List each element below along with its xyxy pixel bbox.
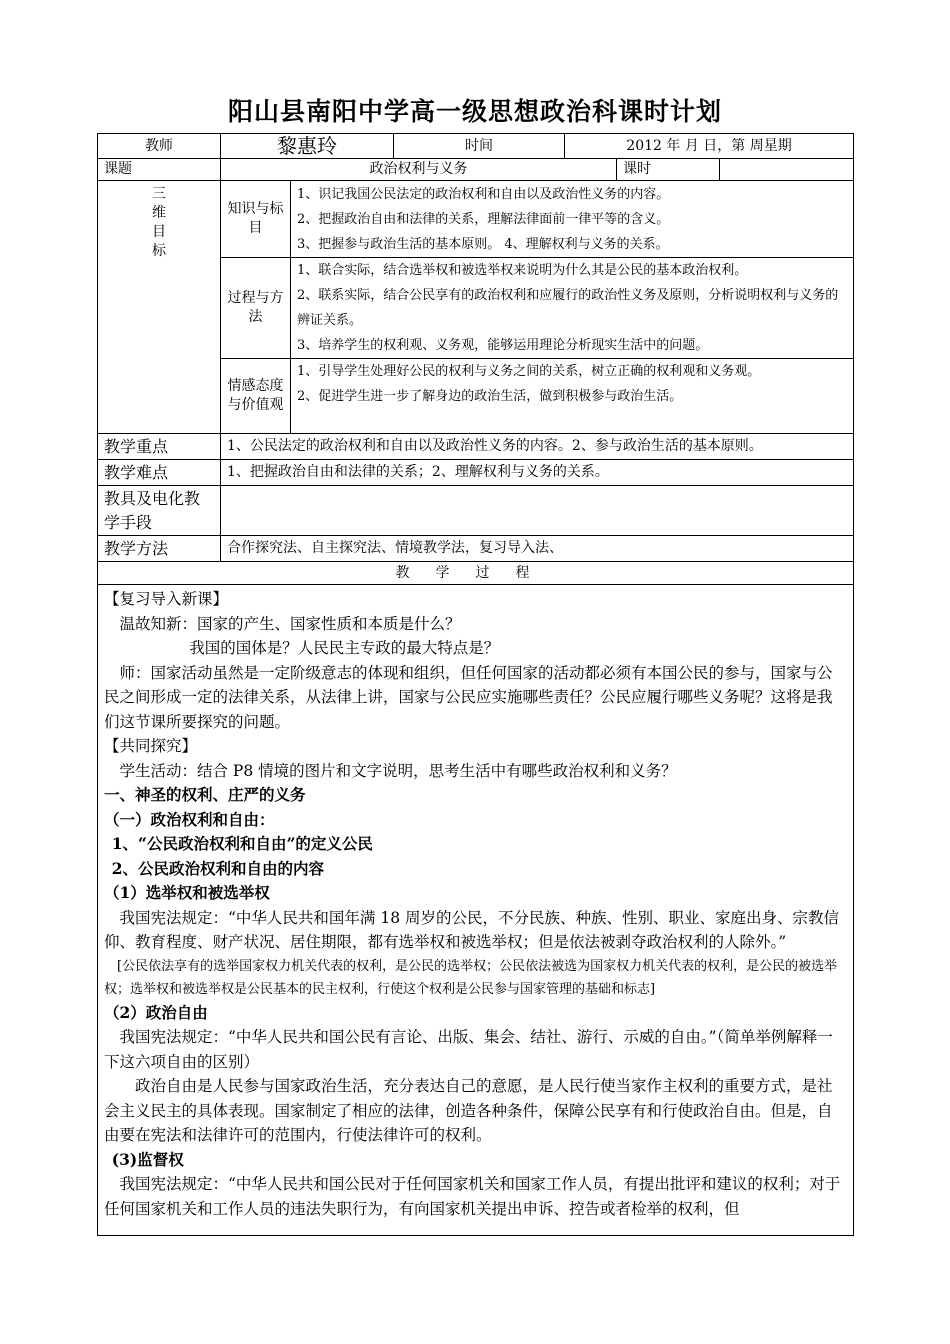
methods-label: 教学方法 [98,536,221,562]
student-activity: 学生活动：结合 P8 情境的图片和文字说明，思考生活中有哪些政治权利和义务？ [119,761,677,780]
difficulties-value: 1、把握政治自由和法律的关系；2、理解权利与义务的关系。 [221,460,854,486]
teaching-process-title: 教学过程 [98,562,854,585]
political-freedom-text: 政治自由是人民参与国家政治生活，充分表达自己的意愿，是人民行使当家作主权利的重要方式，是社会主义民主的具体表现。国家制定了相应的法律，创造各种条件，保障公民享有和行使政治自由。但是，自由要在宪法和法律许可的范围内，行使法律许可的权利。 [104,1077,833,1144]
explore-heading: 【共同探究】 [104,737,198,755]
difficulties-row [98,460,854,486]
teacher-statement: 师：国家活动虽然是一定阶级意志的体现和组织，但任何国家的活动都必须有本国公民的参与，国家与公民之间形成一定的法律关系，从法律上讲，国家与公民应实施哪些责任？公民应履行哪些义务呢？这将是我们这节课所要探究的问题。 [104,663,833,731]
section-heading-4a: （1）选举权和被选举权 [104,883,270,902]
three-dimension-goals-label: 三 维 目 标 [98,181,221,434]
topic-label: 课题 [98,159,221,181]
process-goal-label: 过程与方法 [221,258,291,359]
constitution-quote-2: 我国宪法规定：“中华人民共和国公民有言论、出版、集会、结社、游行、示威的自由。”（简单举例解释一下这六项自由的区别） [104,1028,833,1071]
topic-value: 政治权利与义务 [221,159,617,181]
section-heading-4b: （2）政治自由 [104,1002,208,1022]
methods-value: 合作探究法、自主探究法、情境教学法，复习导入法、 [221,536,854,562]
knowledge-goal-label: 知识与标目 [221,181,291,258]
time-label: 时间 [394,134,565,159]
header-row [98,134,854,159]
knowledge-goal-content: 1、识记我国公民法定的政治权利和自由以及政治性义务的内容。 2、把握政治自由和法律的关系，理解法律面前一律平等的含义。 3、把握参与政治生活的基本原则。 4、理解权利与义务的关系。 [291,181,854,258]
hours-label: 课时 [617,159,720,181]
objective-knowledge-row [98,181,854,258]
difficulties-label: 教学难点 [98,460,221,486]
time-value: 2012 年 月 日，第 周星期 [565,134,854,159]
methods-row [98,536,854,562]
review-heading: 【复习导入新课】 [104,590,229,608]
election-note: [公民依法享有的选举国家权力机关代表的权利，是公民的选举权；公民依法被选为国家权力机关代表的权利，是公民的被选举权；选举权和被选举权是公民基本的民主权利，行使这个权利是公民参与国家管理的基础和标志] [104,958,838,997]
emotion-goal-label: 情感态度与价值观 [221,359,291,434]
review-question-2: 我国的国体是？人民民主专政的最大特点是？ [189,639,500,657]
constitution-quote-3: 我国宪法规定：“中华人民共和国公民对于任何国家机关和国家工作人员，有提出批评和建议的权利；对于任何国家机关和工作人员的违法失职行为，有向国家机关提出申诉、控告或者检举的权利，但 [104,1175,841,1218]
tools-label: 教具及电化教学手段 [98,486,221,536]
review-question-1: 温故知新：国家的产生、国家性质和本质是什么？ [119,614,461,633]
section-heading-3a: 1、“公民政治权利和自由”的定义公民 [111,834,373,853]
process-body-row [98,585,854,1236]
teacher-label: 教师 [98,134,221,159]
key-points-row [98,434,854,460]
key-points-value: 1、公民法定的政治权利和自由以及政治性义务的内容。2、参与政治生活的基本原则。 [221,434,854,460]
emotion-goal-content: 1、引导学生处理好公民的权利与义务之间的关系，树立正确的权利观和义务观。 2、促进学生进一步了解身边的政治生活，做到积极参与政治生活。 [291,359,854,434]
constitution-quote-1: 我国宪法规定：“中华人民共和国年满 18 周岁的公民，不分民族、种族、性别、职业、家庭出身、宗教信仰、教育程度、财产状况、居住期限，都有选举权和被选举权；但是依法被剥夺政治权利的人除外。” [104,908,840,951]
tools-value [221,486,854,536]
teacher-name: 黎惠玲 [221,134,394,159]
page-title: 阳山县南阳中学高一级思想政治科课时计划 [227,97,722,126]
key-points-label: 教学重点 [98,434,221,460]
topic-row [98,159,854,181]
section-heading-2: （一）政治权利和自由： [104,809,275,829]
process-title-row [98,562,854,585]
teaching-process-body [98,585,854,1236]
tools-row [98,486,854,536]
hours-value [720,159,854,181]
lesson-plan-table [97,133,854,1236]
section-heading-3b: 2、公民政治权利和自由的内容 [111,858,325,878]
process-goal-content: 1、联合实际，结合选举权和被选举权来说明为什么其是公民的基本政治权利。 2、联系实际，结合公民享有的政治权利和应履行的政治性义务及原则，分析说明权利与义务的辨证关系。 3、培养学生的权利观、义务观，能够运用理论分析现实生活中的问题。 [291,258,854,359]
section-heading-4c: (3)监督权 [111,1149,184,1169]
section-heading-1: 一、神圣的权利、庄严的义务 [104,785,306,804]
